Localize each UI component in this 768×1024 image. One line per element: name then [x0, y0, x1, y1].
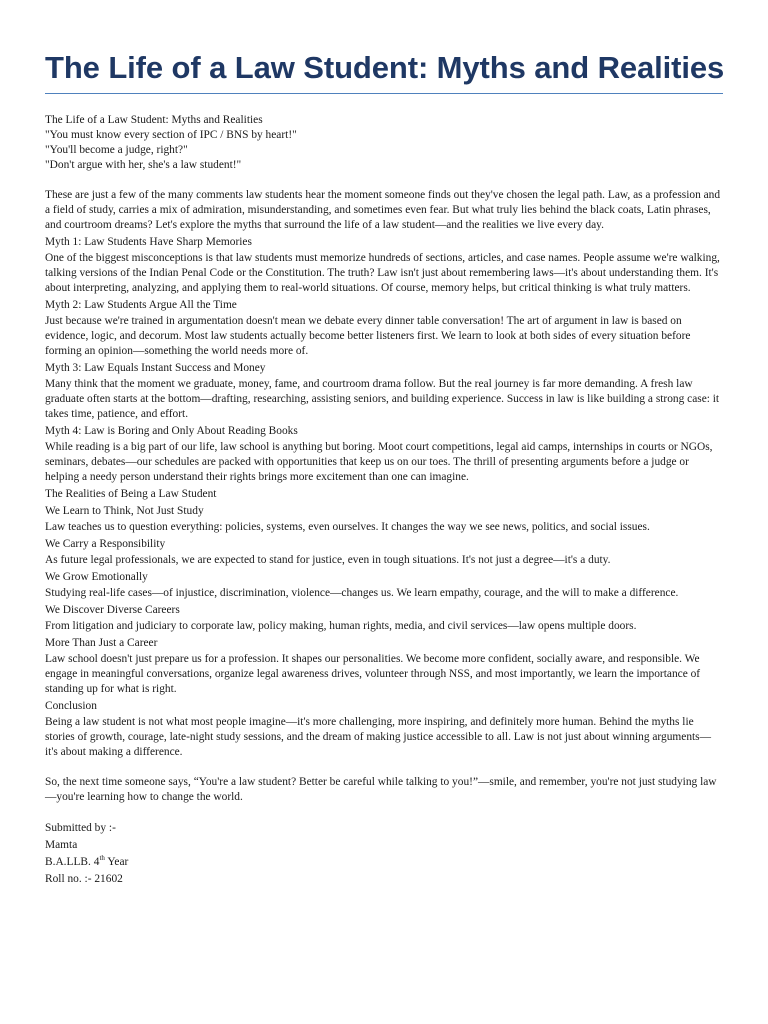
spacer	[45, 760, 723, 775]
spacer	[45, 173, 723, 188]
quote-line: "You must know every section of IPC / BNS by heart!"	[45, 129, 297, 141]
conclusion-heading: Conclusion	[45, 700, 97, 712]
document-title: The Life of a Law Student: Myths and Realities	[45, 50, 725, 85]
reality-heading: We Learn to Think, Not Just Study	[45, 505, 204, 517]
myth-body: Many think that the moment we graduate, money, fame, and courtroom drama follow. But the real journey is far more demanding. A fresh law graduate often starts at the bottom—drafting, researching, assisting seniors, and building experience. Success in law is like building a strong case: it takes time, patience, and effort.	[45, 378, 720, 420]
myth-heading: Myth 3: Law Equals Instant Success and Money	[45, 362, 266, 374]
reality-body: As future legal professionals, we are expected to stand for justice, even in tough situations. It's not just a degree—it's a duty.	[45, 554, 611, 566]
myth-body: While reading is a big part of our life, law school is anything but boring. Moot court competitions, legal aid camps, internships in courts or NGOs, seminars, debates—our schedules are packed with opportunities that keep us on our toes. The thrill of presenting arguments before a judge or helping a needy person understand their rights brings more excitement than one can imagine.	[45, 441, 713, 483]
course-suffix: Year	[104, 856, 129, 868]
reality-heading: We Grow Emotionally	[45, 571, 148, 583]
course-ordinal: th	[99, 854, 105, 863]
signature-block	[45, 820, 723, 888]
course-line	[45, 854, 723, 871]
spacer	[45, 805, 723, 820]
myth-heading: Myth 4: Law is Boring and Only About Reading Books	[45, 425, 298, 437]
realities-heading: The Realities of Being a Law Student	[45, 488, 217, 500]
course-prefix: B.A.LLB. 4	[45, 856, 100, 868]
myth-heading: Myth 2: Law Students Argue All the Time	[45, 299, 237, 311]
reality-heading: We Carry a Responsibility	[45, 538, 166, 550]
quote-line: "You'll become a judge, right?"	[45, 144, 188, 156]
title-underline	[45, 93, 723, 94]
reality-body: From litigation and judiciary to corporate law, policy making, human rights, media, and civil services—law opens multiple doors.	[45, 620, 637, 632]
reality-heading: More Than Just a Career	[45, 637, 158, 649]
document-body	[45, 113, 723, 888]
conclusion-body: Being a law student is not what most people imagine—it's more challenging, more inspiring, and definitely more human. Behind the myths lie stories of growth, courage, late-night study sessions, and the dream of making justice accessible to all. Law is not just about winning arguments—it's about making a difference.	[45, 716, 712, 758]
reality-heading: We Discover Diverse Careers	[45, 604, 180, 616]
intro-title: The Life of a Law Student: Myths and Realities	[45, 114, 263, 126]
myth-heading: Myth 1: Law Students Have Sharp Memories	[45, 236, 252, 248]
intro-paragraph: These are just a few of the many comments law students hear the moment someone finds out they've chosen the legal path. Law, as a profession and a field of study, carries a mix of admiration, misunderstanding, and sometimes even fear. But what truly lies behind the black coats, Latin phrases, and courtroom dreams? Let's explore the myths that surround the life of a law student—and the realities we live every day.	[45, 189, 721, 231]
roll-number: Roll no. :- 21602	[45, 873, 123, 885]
author-name: Mamta	[45, 839, 78, 851]
myth-body: One of the biggest misconceptions is that law students must memorize hundreds of sections, articles, and case names. People assume we're walking, talking versions of the Indian Penal Code or the Constitution. The truth? Law isn't just about remembering laws—it's about understanding them. It's about interpreting, analyzing, and applying them to real-world situations. Of course, memory helps, but critical thinking is what truly matters.	[45, 252, 720, 294]
closing-paragraph: So, the next time someone says, “You're a law student? Better be careful while talking to you!”—smile, and remember, you're not just studying law—you're learning how to change the world.	[45, 776, 717, 803]
reality-body: Law teaches us to question everything: policies, systems, even ourselves. It changes the way we see news, politics, and social issues.	[45, 521, 650, 533]
myth-body: Just because we're trained in argumentation doesn't mean we debate every dinner table conversation! The art of argument in law is based on evidence, logic, and decorum. Most law students actually become better listeners first. We learn to look at both sides of every situation before forming an opinion—something the world needs more of.	[45, 315, 691, 357]
submitted-by-label: Submitted by :-	[45, 822, 116, 834]
reality-body: Studying real-life cases—of injustice, discrimination, violence—changes us. We learn empathy, courage, and the will to make a difference.	[45, 587, 679, 599]
quote-line: "Don't argue with her, she's a law student!"	[45, 159, 242, 171]
reality-body: Law school doesn't just prepare us for a profession. It shapes our personalities. We become more confident, socially aware, and responsible. We engage in meaningful conversations, organize legal awareness drives, volunteer through NSS, and most importantly, we learn the importance of standing up for what is right.	[45, 653, 701, 695]
